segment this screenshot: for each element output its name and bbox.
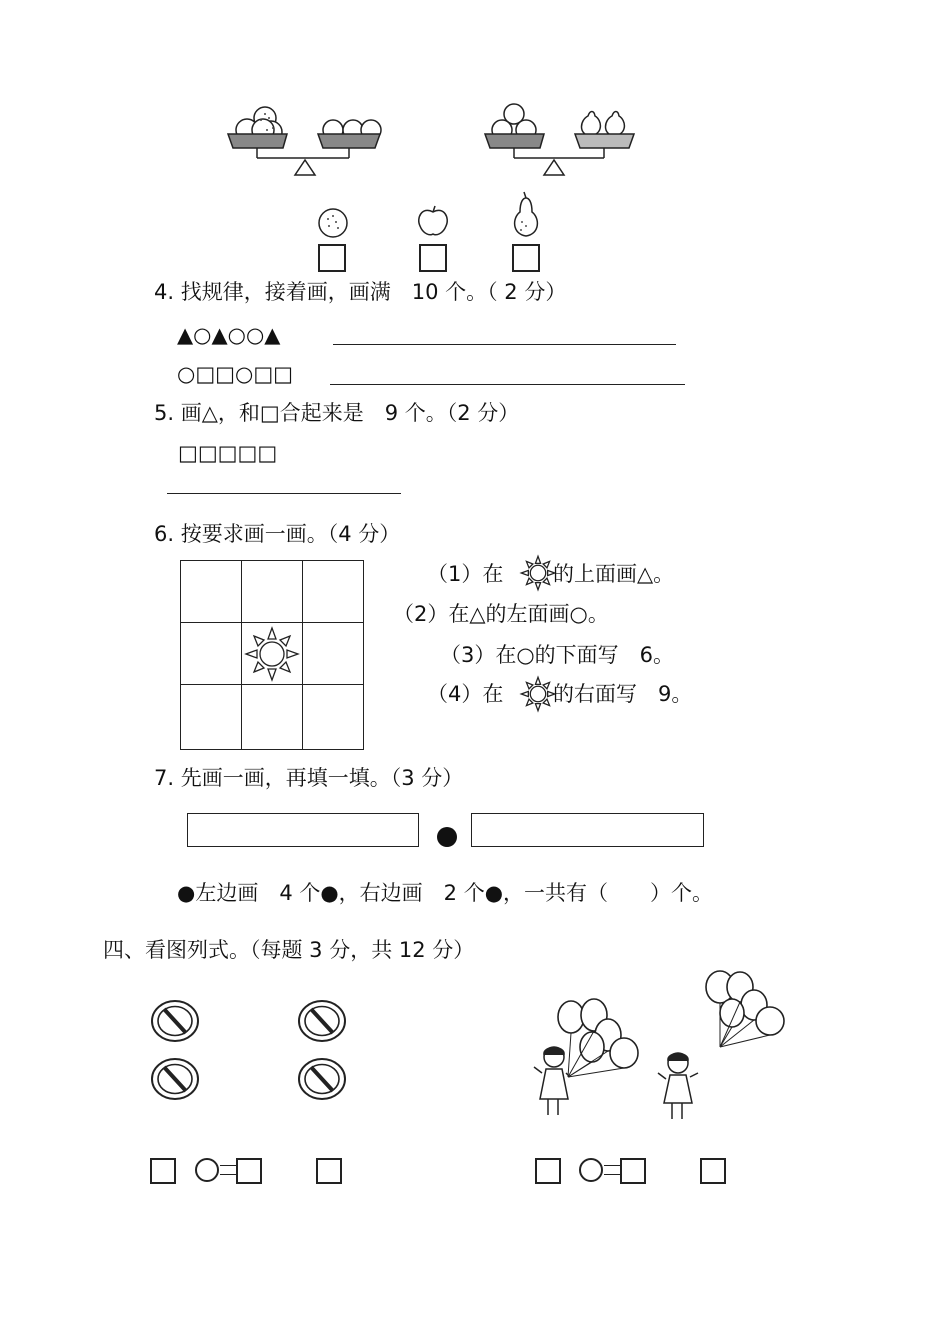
q5-squares: □□□□□ [178, 441, 278, 465]
equals-sign-icon [604, 1165, 620, 1175]
sun-icon [520, 676, 556, 712]
eq2-operand-box-1[interactable] [535, 1158, 561, 1184]
q4-title: 4. 找规律，接着画，画满 10 个。（ 2 分） [154, 280, 567, 304]
apple-icon [414, 204, 452, 238]
pear-icon [508, 190, 544, 240]
crossed-circle-icon [297, 1057, 347, 1101]
orange-answer-box[interactable] [318, 244, 346, 272]
eq2-operator-circle[interactable] [579, 1158, 603, 1182]
q7-center-dot [437, 827, 457, 847]
girl-with-balloons-icon [650, 965, 790, 1125]
q5-title: 5. 画△，和□合起来是 9 个。（2 分） [154, 401, 520, 425]
section-4-title: 四、看图列式。（每题 3 分，共 12 分） [103, 938, 475, 962]
crossed-circle-icon [297, 999, 347, 1043]
q4-answer-line-2[interactable] [330, 384, 685, 385]
q4-pattern-row-1: ▲○▲○○▲ [177, 323, 281, 347]
girl-with-balloons-icon [528, 995, 643, 1120]
q6-title: 6. 按要求画一画。（4 分） [154, 522, 401, 546]
eq1-operand-box-2[interactable] [236, 1158, 262, 1184]
q7-sentence: ●左边画 4 个●，右边画 2 个●，一共有（ ）个。 [177, 881, 714, 905]
balance-scale-right-icon [482, 100, 652, 180]
crossed-circle-icon [150, 1057, 200, 1101]
q6-instruction-1b: 的上面画△。 [553, 562, 675, 586]
q6-instruction-4a: （4）在 [427, 682, 504, 706]
q4-pattern-row-2: ○□□○□□ [177, 362, 294, 386]
eq1-operand-box-1[interactable] [150, 1158, 176, 1184]
sun-icon [244, 626, 300, 682]
eq2-operand-box-2[interactable] [620, 1158, 646, 1184]
q7-left-draw-box[interactable] [187, 813, 419, 847]
crossed-circle-icon [150, 999, 200, 1043]
q7-right-draw-box[interactable] [471, 813, 704, 847]
balance-scale-left-icon [225, 100, 395, 180]
pear-answer-box[interactable] [512, 244, 540, 272]
sun-icon [520, 555, 556, 591]
q6-instruction-4b: 的右面写 9。 [553, 682, 693, 706]
orange-icon [316, 206, 350, 238]
q6-instruction-2: （2）在△的左面画○。 [393, 602, 609, 626]
q5-answer-line[interactable] [167, 493, 401, 494]
eq1-operator-circle[interactable] [195, 1158, 219, 1182]
apple-answer-box[interactable] [419, 244, 447, 272]
q4-answer-line-1[interactable] [333, 344, 676, 345]
q7-title: 7. 先画一画，再填一填。（3 分） [154, 766, 464, 790]
eq2-result-box[interactable] [700, 1158, 726, 1184]
equals-sign-icon [220, 1165, 236, 1175]
eq1-result-box[interactable] [316, 1158, 342, 1184]
q6-instruction-3: （3）在○的下面写 6。 [440, 643, 675, 667]
q6-instruction-1a: （1）在 [427, 562, 504, 586]
